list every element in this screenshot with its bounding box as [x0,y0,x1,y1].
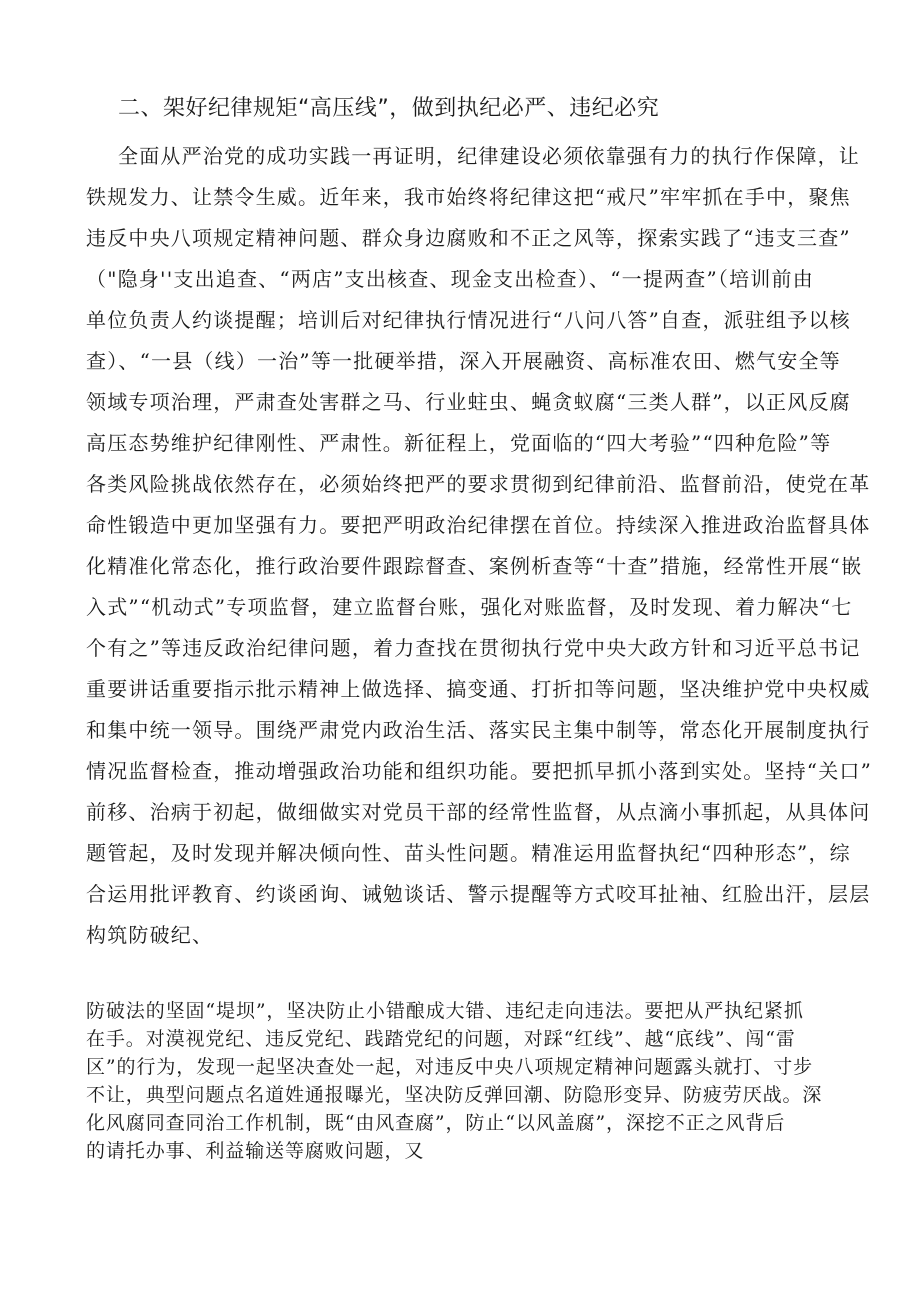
paragraph-1-line: 单位负责人约谈提醒；培训后对纪律执行情况进行“八问八答”自查，派驻组予以核 [86,308,851,332]
paragraph-1-line: 合运用批评教育、约谈函询、诫勉谈话、警示提醒等方式咬耳扯袖、红脸出汗，层层 [86,882,871,906]
paragraph-1-line: 和集中统一领导。围绕严肃党内政治生活、落实民主集中制等，常态化开展制度执行 [86,718,871,742]
paragraph-1-line: 情况监督检查，推动增强政治功能和组织功能。要把抓早抓小落到实处。坚持“关口” [86,759,873,783]
paragraph-1-line: 高压态势维护纪律刚性、严肃性。新征程上，党面临的“四大考验”“四种危险”等 [86,431,832,455]
paragraph-1-line: 各类风险挑战依然存在，必须始终把严的要求贯彻到纪律前沿、监督前沿，使党在革 [86,472,871,496]
paragraph-1-line: （"隐身''支出追查、“两店”支出核查、现金支出检查）、“一提两查”（培训前由 [86,267,814,291]
section-heading: 二、架好纪律规矩“高压线”，做到执纪必严、违纪必究 [118,96,660,121]
paragraph-1-line: 违反中央八项规定精神问题、群众身边腐败和不正之风等，探索实践了“违支三查” [86,226,851,250]
paragraph-2-line: 在手。对漠视党纪、违反党纪、践踏党纪的问题，对踩“红线”、越“底线”、闯“雷 [86,1028,796,1050]
paragraph-1-line: 题管起，及时发现并解决倾向性、苗头性问题。精准运用监督执纪“四种形态”，综 [86,841,851,865]
paragraph-1-line: 命性锻造中更加坚强有力。要把严明政治纪律摆在首位。持续深入推进政治监督具体 [86,513,871,537]
paragraph-1-line: 入式”“机动式”专项监督，建立监督台账，强化对账监督，及时发现、着力解决“七 [86,595,853,619]
paragraph-1-line: 构筑防破纪、 [86,923,214,947]
paragraph-1-line: 查）、“一县（线）一治”等一批硬举措，深入开展融资、高标准农田、燃气安全等 [86,349,841,373]
paragraph-1-line: 前移、治病于初起，做细做实对党员干部的经常性监督，从点滴小事抓起，从具体问 [86,800,871,824]
paragraph-2-line: 化风腐同查同治工作机制，既“由风查腐”，防止“以风盖腐”，深挖不正之风背后 [86,1112,786,1134]
paragraph-2-line: 的请托办事、利益输送等腐败问题，又 [86,1140,425,1162]
paragraph-1-line: 化精准化常态化，推行政治要件跟踪督查、案例析查等“十查”措施，经常性开展“嵌 [86,554,863,578]
paragraph-2-line: 防破法的坚固“堤坝”，坚决防止小错酿成大错、违纪走向违法。要把从严执纪紧抓 [86,1000,804,1022]
paragraph-2-line: 区”的行为，发现一起坚决查处一起，对违反中央八项规定精神问题露头就打、寸步 [86,1056,814,1078]
paragraph-1-line: 全面从严治党的成功实践一再证明，纪律建设必须依靠强有力的执行作保障，让 [118,144,860,168]
paragraph-1-line: 重要讲话重要指示批示精神上做选择、搞变通、打折扣等问题，坚决维护党中央权威 [86,677,871,701]
paragraph-2-line: 不让，典型问题点名道姓通报曝光，坚决防反弹回潮、防隐形变异、防疲劳厌战。深 [86,1084,823,1106]
paragraph-1-line: 铁规发力、让禁令生威。近年来，我市始终将纪律这把“戒尺”牢牢抓在手中，聚焦 [86,185,851,209]
paragraph-1-line: 领域专项治理，严肃查处害群之马、行业蛀虫、蝇贪蚁腐“三类人群”，以正风反腐 [86,390,851,414]
paragraph-1-line: 个有之”等违反政治纪律问题，着力查找在贯彻执行党中央大政方针和习近平总书记 [86,636,861,660]
